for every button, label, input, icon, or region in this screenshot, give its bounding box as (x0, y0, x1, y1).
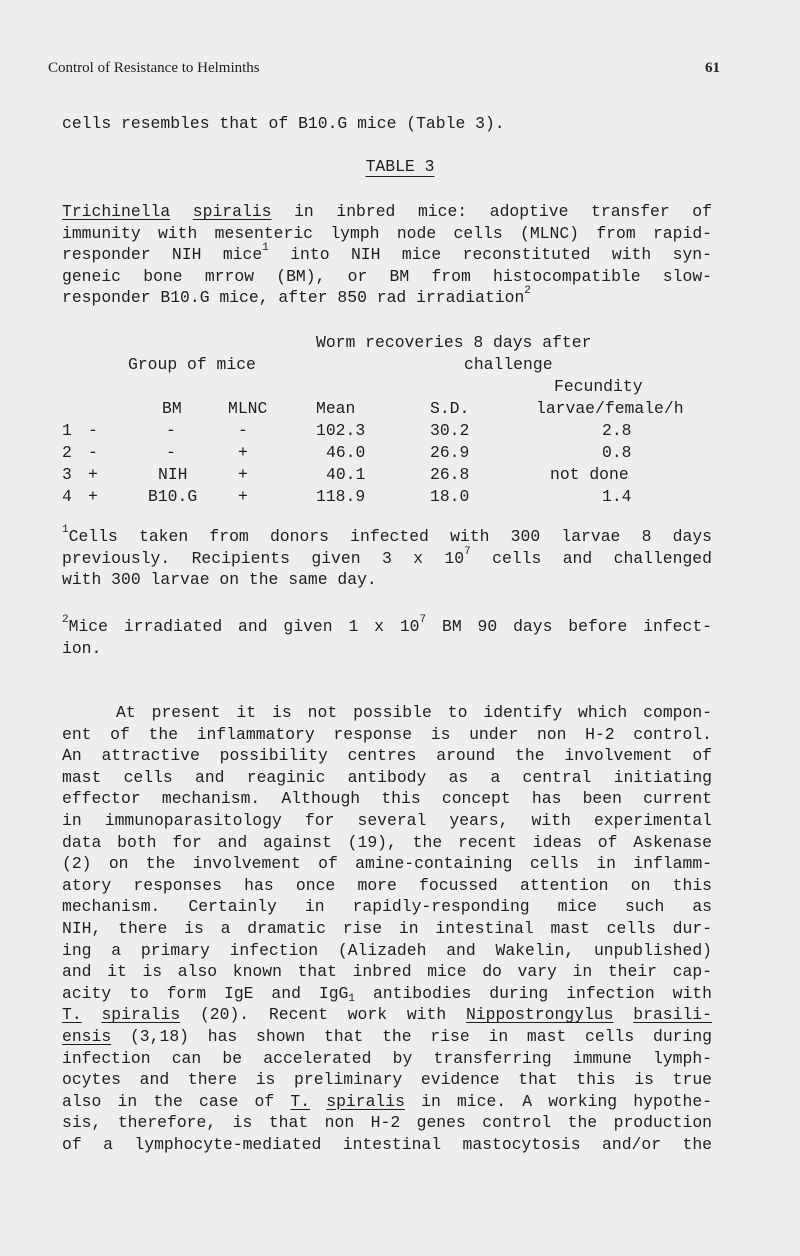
footnote-2-mark: 2 (62, 614, 69, 626)
body-line (62, 1091, 712, 1113)
row-4-group: 4 (62, 487, 72, 506)
body-text: (3,18) has shown that the rise in mast cells during (129, 1026, 712, 1046)
species-name: spiralis (326, 1091, 405, 1111)
footnote-1-line-1 (62, 526, 712, 548)
species-name: ensis (62, 1026, 112, 1046)
row-2-sd: 26.9 (430, 443, 470, 462)
body-text: also in the case of (62, 1091, 275, 1111)
footnote-2 (62, 616, 712, 659)
caption-text: into NIH mice reconstituted with syn- (290, 245, 712, 265)
body-text: acity to form IgE and IgG (62, 983, 349, 1003)
row-3-fecundity: not done (550, 465, 629, 484)
footnote-ref-2: 2 (524, 285, 531, 298)
row-3-irradiated: + (88, 465, 98, 484)
caption-line-1 (62, 201, 712, 223)
subscript: 1 (348, 992, 355, 1005)
body-line (62, 1004, 712, 1026)
intro-text: cells resembles that of B10.G mice (Table 3). (62, 114, 505, 133)
genus-name: Trichinella (62, 202, 171, 221)
header-challenge: challenge (464, 355, 553, 374)
body-text: (20). Recent work with (199, 1005, 447, 1025)
body-line (62, 983, 712, 1005)
row-1-irradiated: - (88, 421, 98, 440)
row-2-mlnc: + (238, 443, 248, 462)
genus-abbrev: T. (290, 1091, 311, 1111)
header-fecundity: Fecundity (554, 377, 643, 396)
exponent: 7 (419, 614, 427, 626)
species-name: spiralis (192, 202, 272, 221)
footnote-text: Cells taken from donors infected with 300 larvae 8 days (68, 527, 712, 546)
header-sd: S.D. (430, 399, 470, 418)
exponent: 7 (464, 545, 471, 558)
row-4-mean: 118.9 (316, 487, 366, 506)
caption-text: responder NIH mice (62, 245, 263, 265)
species-name: brasili- (633, 1005, 712, 1025)
row-2-mean: 46.0 (326, 443, 366, 462)
body-line: atory responses has once more focussed attention on this (62, 875, 712, 895)
row-3-group: 3 (62, 465, 72, 484)
footnote-1-line-3: with 300 larvae on the same day. (62, 570, 377, 590)
body-line: NIH, there is a dramatic rise in intestinal mast cells dur- (62, 918, 712, 938)
header-mean: Mean (316, 399, 356, 418)
row-1-mean: 102.3 (316, 421, 366, 440)
row-4-irradiated: + (88, 487, 98, 506)
row-4-bm: B10.G (148, 487, 198, 506)
species-name: spiralis (101, 1005, 181, 1025)
footnote-1-line-2 (62, 545, 712, 570)
footnote-text: cells and challenged (492, 548, 712, 568)
body-line: At present it is not possible to identify which compon- (116, 703, 712, 722)
row-2-bm: - (166, 443, 176, 462)
row-2-group: 2 (62, 443, 72, 462)
row-4-mlnc: + (238, 487, 248, 506)
footnote-1-mark: 1 (62, 524, 69, 536)
header-mlnc: MLNC (228, 399, 268, 418)
body-line: effector mechanism. Although this concept has been current (62, 789, 712, 809)
footnote-text: previously. Recipients given 3 x 10 (62, 548, 465, 568)
data-table (62, 332, 722, 512)
row-4-fecundity: 1.4 (602, 487, 632, 506)
footnote-text: Mice irradiated and given 1 x 10 (68, 617, 420, 636)
row-3-mean: 40.1 (326, 465, 366, 484)
footnote-2-line-2: ion. (62, 638, 102, 658)
row-1-bm: - (166, 421, 176, 440)
row-2-irradiated: - (88, 443, 98, 462)
body-line: of a lymphocyte-mediated intestinal mastocytosis and/or the (62, 1134, 712, 1154)
body-line (62, 1026, 712, 1048)
body-line: (2) on the involvement of amine-containing cells in inflamm- (62, 854, 712, 874)
header-bm: BM (162, 399, 182, 418)
body-line: mechanism. Certainly in rapidly-responding mice such as (62, 897, 712, 917)
table-label (0, 156, 800, 178)
body-line: data both for and against (19), the recent ideas of Askenase (62, 832, 712, 852)
body-line: sis, therefore, is that non H-2 genes control the production (62, 1113, 712, 1133)
body-text: antibodies during infection with (372, 983, 712, 1003)
table-caption (62, 201, 712, 309)
running-title: Control of Resistance to Helminths (48, 60, 260, 76)
header-worm-recoveries: Worm recoveries 8 days after (316, 333, 592, 352)
footnote-text: BM 90 days before infect- (442, 617, 712, 636)
body-line: ing a primary infection (Alizadeh and Wakelin, unpublished) (62, 940, 712, 960)
header-group-of-mice: Group of mice (128, 355, 256, 374)
genus-abbrev: T. (62, 1005, 82, 1025)
caption-line-5 (62, 287, 712, 309)
genus-name: Nippostrongylus (465, 1005, 614, 1025)
body-line: and it is also known that inbred mice do vary in their cap- (62, 962, 712, 982)
row-1-group: 1 (62, 421, 72, 440)
footnote-1 (62, 526, 712, 591)
row-1-fecundity: 2.8 (602, 421, 632, 440)
row-1-mlnc: - (238, 421, 248, 440)
body-line: infection can be accelerated by transferring immune lymph- (62, 1048, 712, 1068)
caption-line-3 (62, 244, 712, 266)
caption-line-2: immunity with mesenteric lymph node cells (MLNC) from rapid- (62, 223, 712, 243)
row-4-sd: 18.0 (430, 487, 470, 506)
footnote-ref-1: 1 (262, 242, 269, 255)
body-text: in mice. A working hypothe- (421, 1091, 712, 1111)
body-line: mast cells and reaginic antibody as a central initiating (62, 767, 712, 787)
body-line: ent of the inflammatory response is under non H-2 control. (62, 724, 712, 744)
caption-line-4: geneic bone mrrow (BM), or BM from histocompatible slow- (62, 266, 712, 286)
body-paragraph (62, 702, 712, 1155)
running-header (48, 56, 720, 82)
caption-text: responder B10.G mice, after 850 rad irradiation (62, 288, 525, 308)
row-1-sd: 30.2 (430, 421, 470, 440)
row-2-fecundity: 0.8 (602, 443, 632, 462)
caption-text: in inbred mice: adoptive transfer of (294, 202, 712, 221)
footnote-2-line-1 (62, 616, 712, 638)
intro-line (62, 113, 712, 135)
table-label-text: TABLE 3 (365, 157, 435, 176)
row-3-sd: 26.8 (430, 465, 470, 484)
row-3-bm: NIH (158, 465, 188, 484)
row-3-mlnc: + (238, 465, 248, 484)
body-line: in immunoparasitology for several years, with experimental (62, 810, 712, 830)
header-fecundity-unit: larvae/female/h (536, 399, 684, 418)
body-line: An attractive possibility centres around the involvement of (62, 746, 712, 766)
page-number: 61 (705, 60, 720, 76)
body-line: ocytes and there is preliminary evidence that this is true (62, 1070, 712, 1090)
